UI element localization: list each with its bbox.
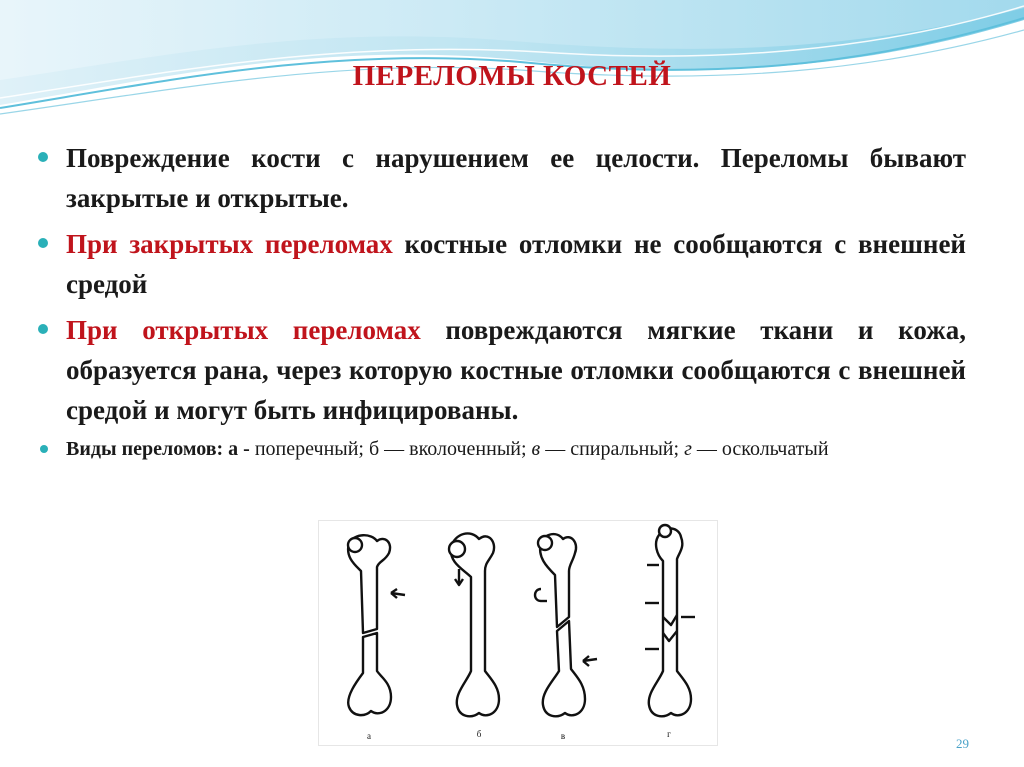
figure-label-g: г — [667, 729, 671, 739]
bullet-highlight: При открытых переломах — [66, 315, 421, 345]
figure-label-a: а — [367, 731, 371, 741]
bones-figure — [319, 521, 717, 745]
bone-c-spiral — [535, 534, 597, 716]
fracture-illustration — [318, 520, 718, 746]
page-number: 29 — [956, 736, 969, 751]
bullet-dot-icon — [40, 445, 48, 453]
type-v-text: — спиральный; — [540, 438, 685, 460]
type-g-text: — оскольчатый — [691, 438, 829, 460]
types-label: Виды переломов: — [66, 438, 224, 460]
bullet-dot-icon — [38, 152, 48, 162]
type-a-letter: а - — [228, 438, 250, 460]
bullet-open-fractures — [38, 310, 966, 430]
bone-a-transverse — [348, 535, 405, 715]
type-g-letter: г — [684, 438, 692, 460]
bullet-highlight: При закрытых переломах — [66, 229, 393, 259]
slide-title: ПЕРЕЛОМЫ КОСТЕЙ — [352, 60, 672, 92]
bullet-closed-fractures — [38, 224, 966, 304]
figure-label-b: б — [476, 729, 482, 739]
slide-content — [38, 138, 966, 462]
bullet-dot-icon — [38, 324, 48, 334]
bullet-dot-icon — [38, 238, 48, 248]
bullet-text: повреждаются мягкие ткани и кожа, образуется рана, через которую костные отломки сообщаются с внешней средой и могут быть инфицированы. — [66, 315, 966, 425]
bone-d-comminuted — [645, 525, 695, 716]
bullet-text: Повреждение кости с нарушением ее целости. Переломы бывают закрытые и открытые. — [66, 143, 966, 213]
bone-b-impacted — [449, 533, 499, 716]
figure-label-v: в — [560, 731, 566, 741]
type-v-letter: в — [531, 438, 541, 460]
bullet-fracture-types — [38, 436, 966, 462]
bullet-definition — [38, 138, 966, 218]
type-a-text: поперечный; б — вколоченный; — [249, 438, 532, 460]
bullet-text: костные отломки не сообщаются с внешней средой — [66, 229, 966, 299]
